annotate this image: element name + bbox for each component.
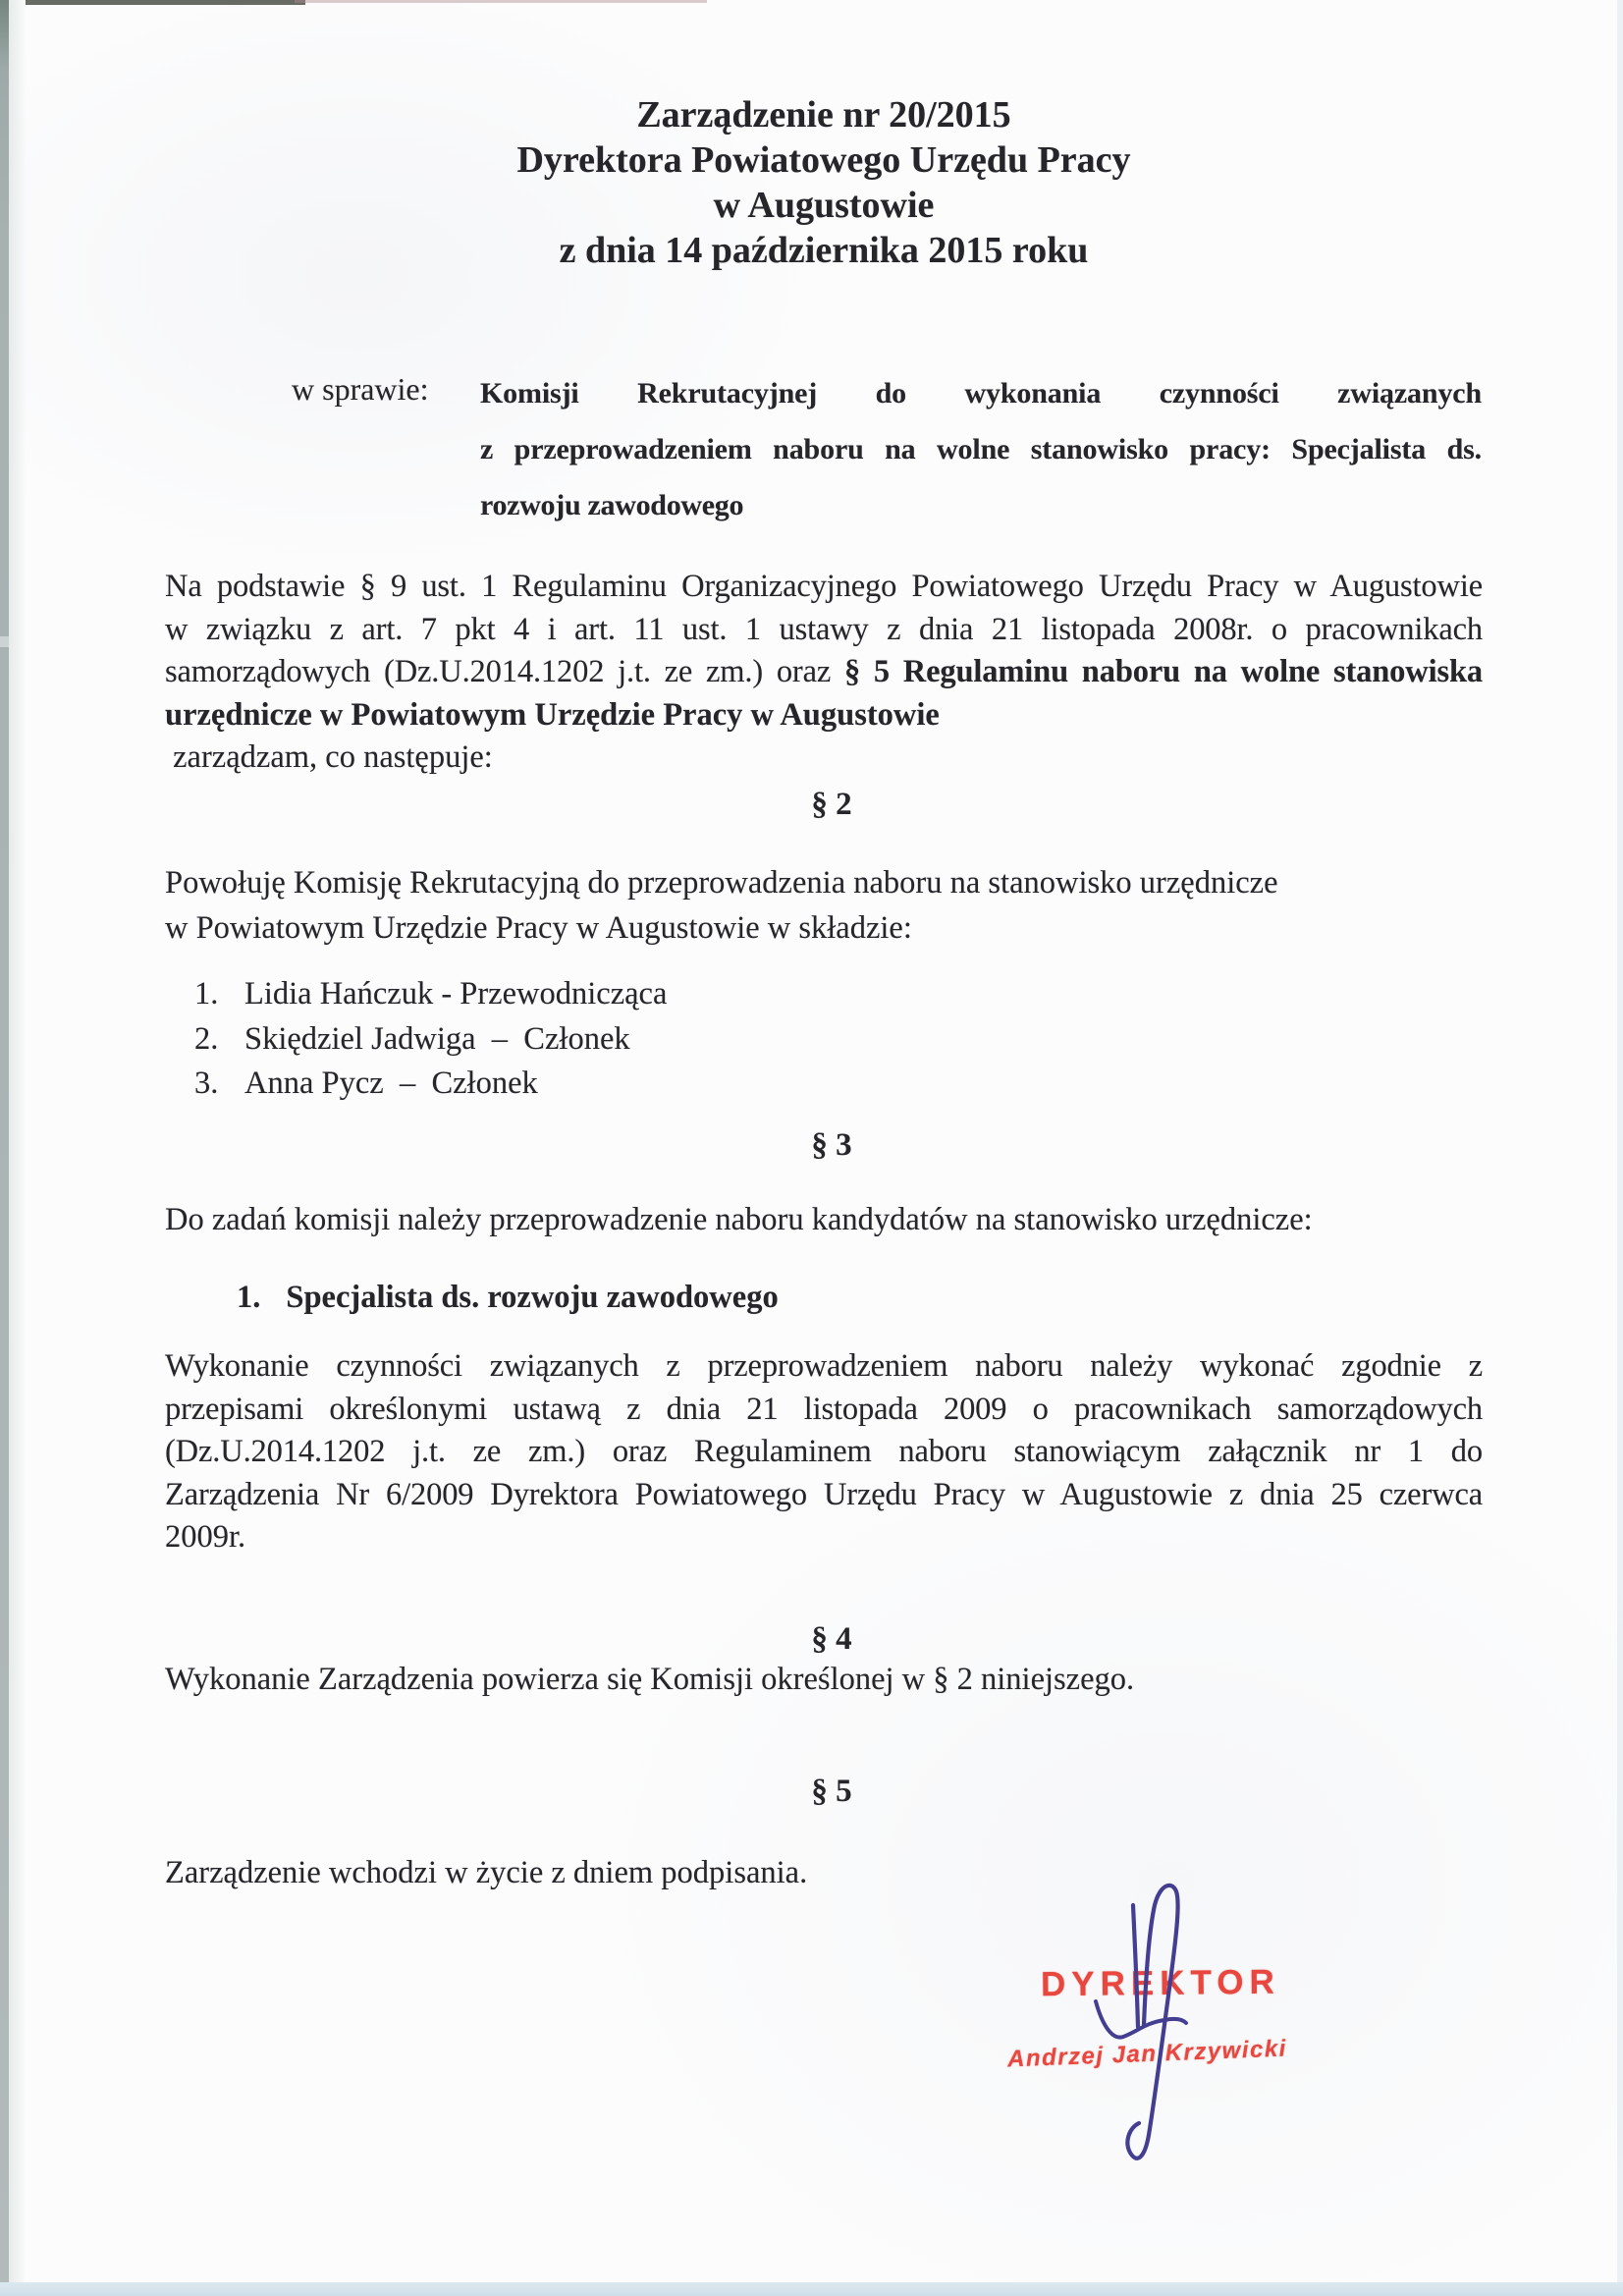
member-name: Lidia Hańczuk - Przewodnicząca [244,976,668,1011]
scan-edge-right-strip [1617,0,1623,2296]
scan-edge-crease [0,636,9,647]
legal-basis-paragraph [165,566,1483,780]
section-3-line: Wykonanie czynności związanych z przeprowadzeniem naboru należy wykonać zgodnie z [165,1348,1483,1384]
subject-line: z przeprowadzeniem naboru na wolne stanowisko pracy: Specjalista ds. [480,433,1482,465]
legal-basis-line: Na podstawie § 9 ust. 1 Regulaminu Organizacyjnego Powiatowego Urzędu Pracy w Augustowie [165,569,1483,604]
scan-edge-top-line [26,0,305,5]
title-line-number: Zarządzenie nr 20/2015 [636,94,1011,136]
scan-edge-bottom-strip [0,2282,1623,2296]
section-3-line: Zarządzenia Nr 6/2009 Dyrektora Powiatowego Urzędu Pracy w Augustowie z dnia 25 czerwca [165,1476,1483,1512]
section-3-paragraph [165,1345,1483,1559]
legal-basis-line [165,651,1483,694]
scan-edge-left-shadow [9,0,27,2296]
section-2-paragraph [165,860,1483,951]
legal-basis-line: w związku z art. 7 pkt 4 i art. 11 ust. 1 ustawy z dnia 21 listopada 2008r. o pracownikach [165,611,1483,647]
title-line-city: w Augustowie [713,185,935,226]
list-item [165,1017,1483,1063]
legal-basis-line: urzędnicze w Powiatowym Urzędzie Pracy w Augustowie [165,696,940,733]
position-title: Specjalista ds. rozwoju zawodowego [286,1280,779,1315]
section-3-line: przepisami określonymi ustawą z dnia 21 listopada 2009 o pracownikach samorządowych [165,1391,1483,1427]
section-3-line: (Dz.U.2014.1202 j.t. ze zm.) oraz Regulaminem naboru stanowiącym załącznik nr 1 do [165,1434,1483,1469]
position-list-item [165,1277,1554,1320]
director-stamp-title: DYREKTOR [1040,1962,1280,2004]
member-name: Anna Pycz – Członek [244,1066,538,1101]
committee-members-list [165,972,1483,1107]
legal-basis-bold-text: § 5 Regulaminu naboru na wolne stanowiska [843,654,1483,689]
section-3-heading: § 3 [811,1127,852,1163]
section-5-heading: § 5 [811,1774,852,1809]
title-line-issuer: Dyrektora Powiatowego Urzędu Pracy [516,139,1131,181]
handwritten-signature-ink [1088,1878,1198,2172]
section-3-line: 2009r. [165,1519,246,1555]
legal-basis-line: zarządzam, co następuje: [165,739,493,775]
scan-edge-top-tint [295,0,707,3]
subject-label: w sprawie: [292,371,429,407]
subject-text [480,365,1482,533]
list-item-number: 1. [237,1280,261,1315]
document-title [165,92,1483,273]
list-item [165,1062,1483,1107]
list-item [165,972,1483,1017]
list-item-number: 2. [194,1020,219,1057]
section-3-intro: Do zadań komisji należy przeprowadzenie naboru kandydatów na stanowisko urzędnicze: [165,1202,1313,1237]
list-item-number: 3. [194,1066,219,1101]
member-name: Skiędziel Jadwiga – Członek [244,1020,630,1057]
scan-edge-left-strip [0,0,9,2296]
section-4-text: Wykonanie Zarządzenia powierza się Komisji określonej w § 2 niniejszego. [165,1662,1135,1697]
signature-stroke [1133,1905,1138,2027]
section-2-line: Powołuję Komisję Rekrutacyjną do przeprowadzenia naboru na stanowisko urzędnicze [165,865,1278,901]
section-5-text: Zarządzenie wchodzi w życie z dniem podpisania. [165,1855,808,1890]
subject-line: rozwoju zawodowego [480,489,744,521]
list-item-number: 1. [194,976,219,1011]
section-2-line: w Powiatowym Urzędzie Pracy w Augustowie w składzie: [165,910,912,946]
director-stamp-name: Andrzej Jan Krzywicki [1006,2035,1288,2073]
title-line-date: z dnia 14 października 2015 roku [559,230,1089,271]
legal-basis-normal-text: samorządowych (Dz.U.2014.1202 j.t. ze zm.) oraz [165,654,844,689]
subject-line: Komisji Rekrutacyjnej do wykonania czynności związanych [480,377,1482,410]
signature-stroke [1096,2001,1186,2038]
section-2-heading: § 2 [811,787,852,822]
section-4-heading: § 4 [811,1621,852,1657]
